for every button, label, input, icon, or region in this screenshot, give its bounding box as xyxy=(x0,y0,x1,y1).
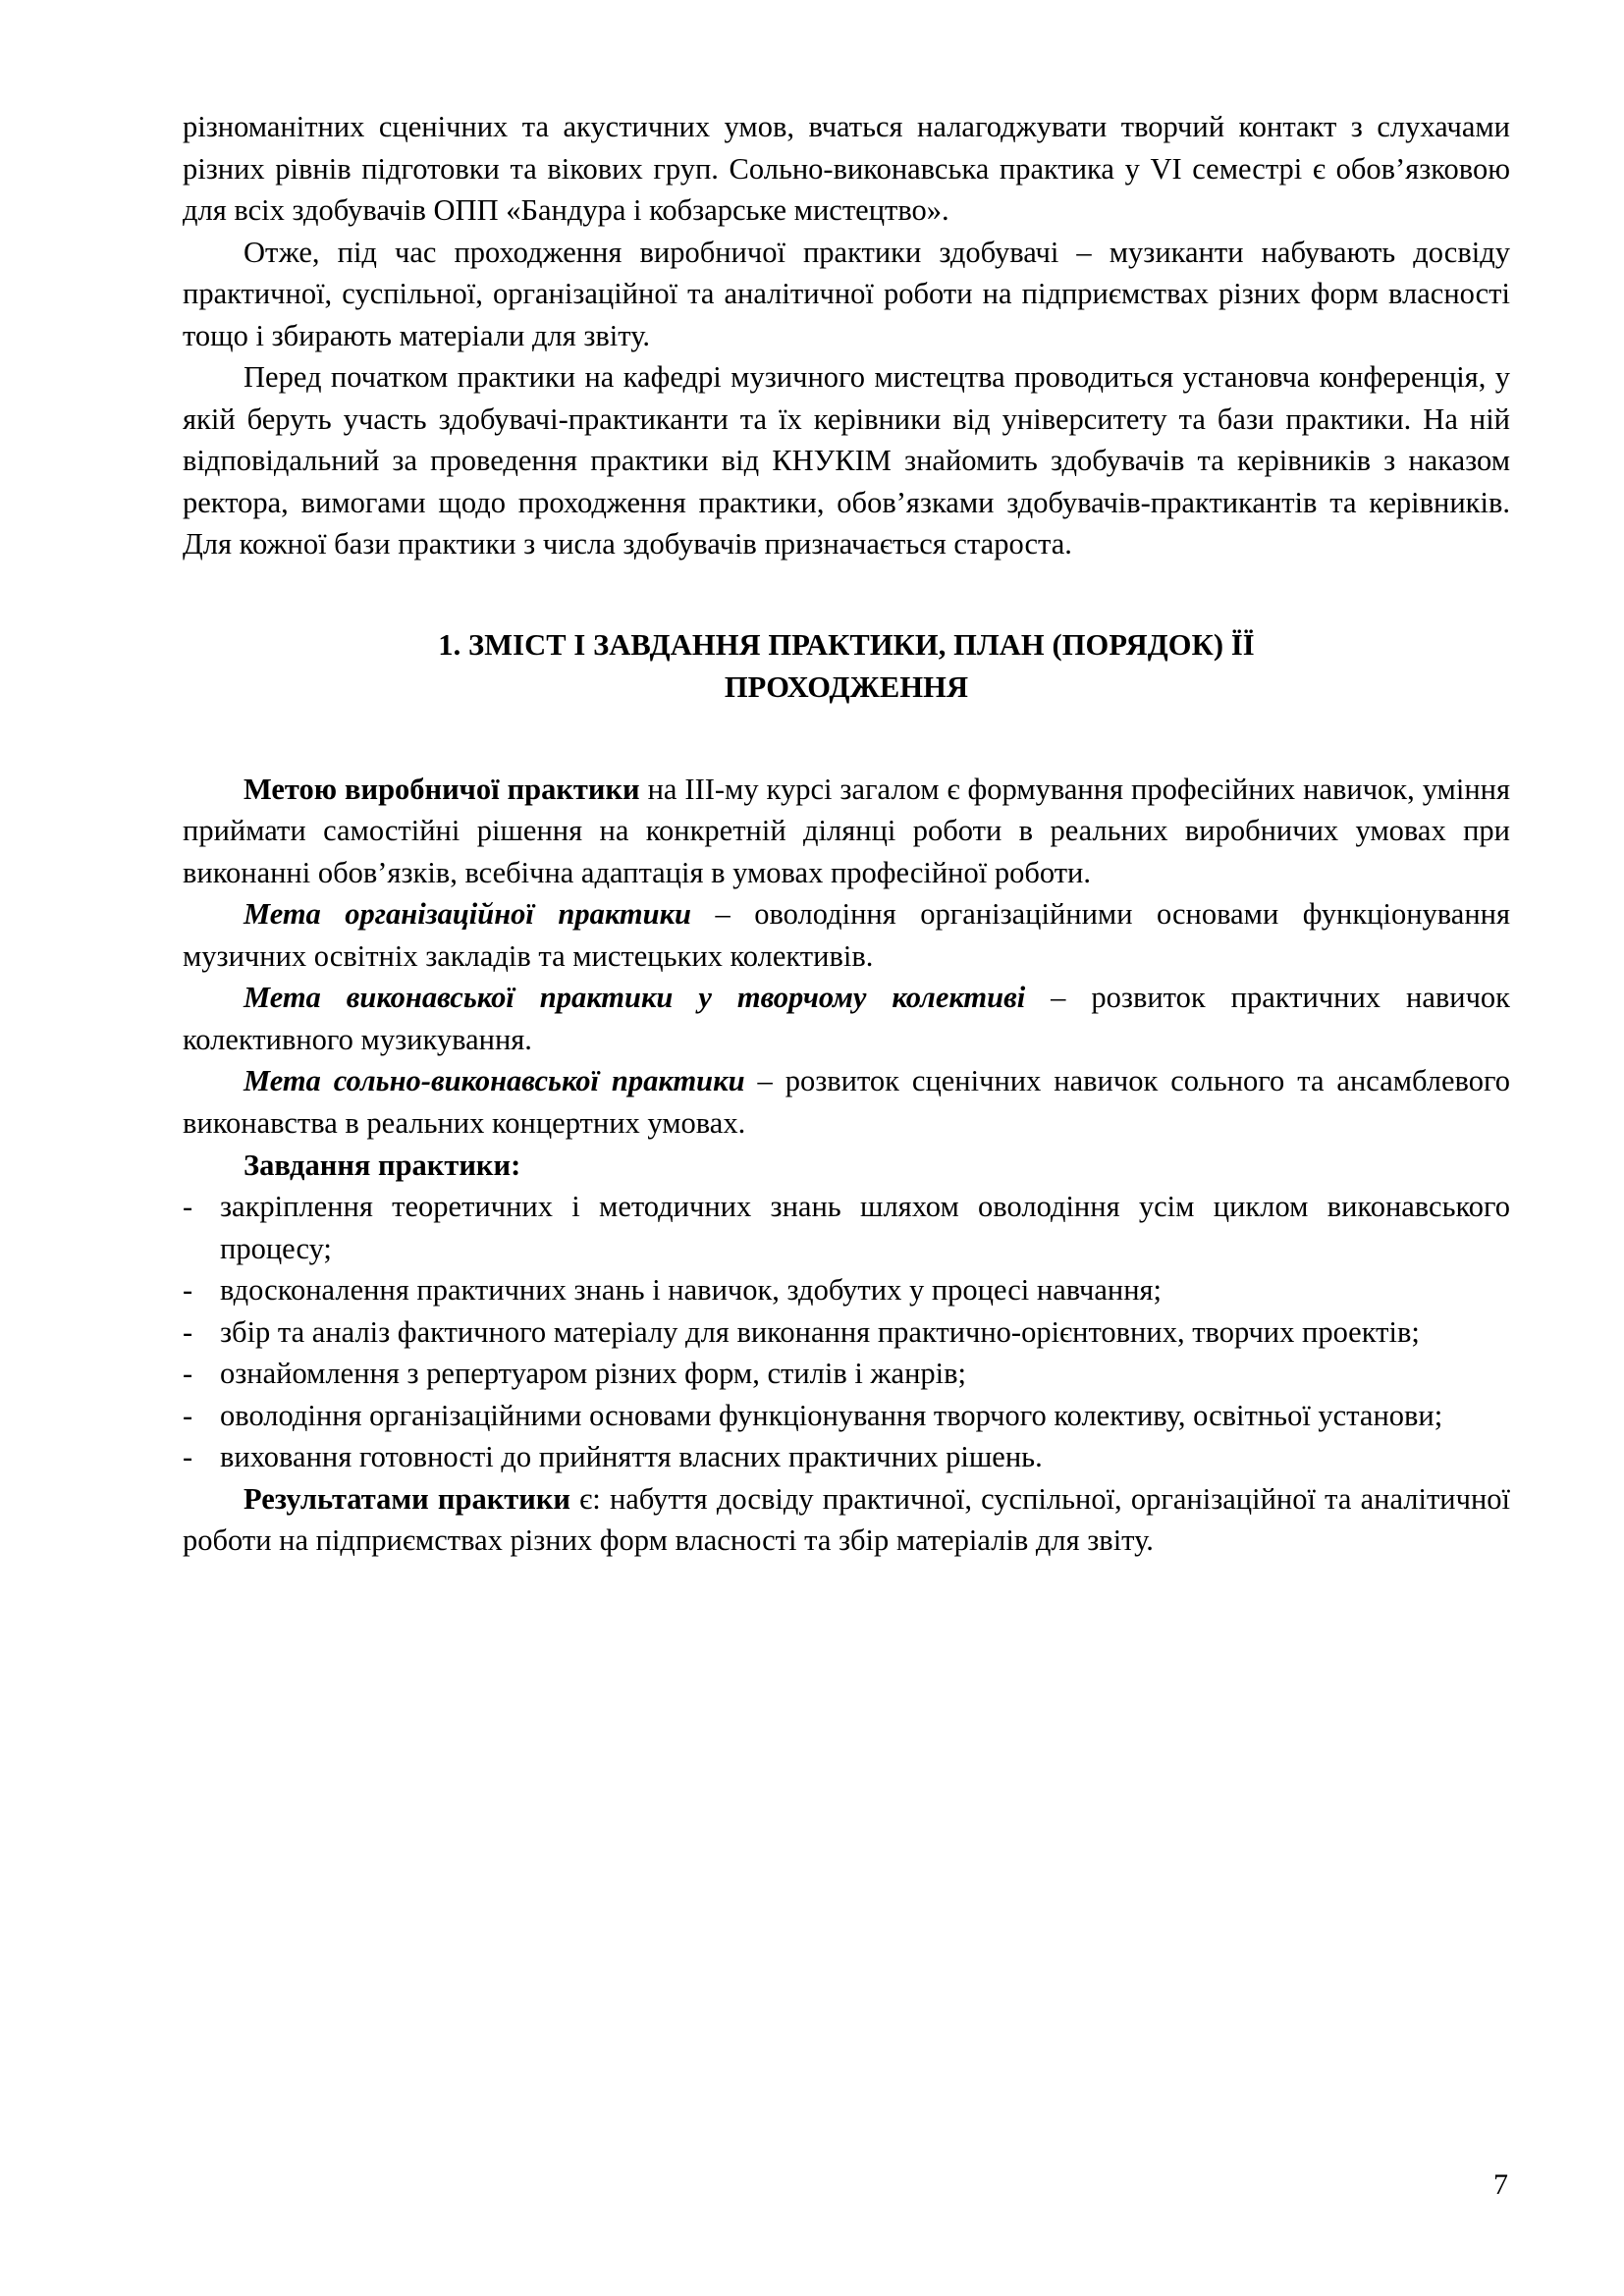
purpose-main-lead: Метою виробничої практики xyxy=(244,772,640,806)
list-item xyxy=(183,1353,1510,1395)
list-item-text: збір та аналіз фактичного матеріалу для виконання практично-орієнтовних, творчих проектів; xyxy=(220,1314,1420,1349)
paragraph-continuation: різноманітних сценічних та акустичних умов, вчаться налагоджувати творчий контакт з слухачами різних рівнів підготовки та вікових груп. Сольно-виконавська практика у VI семестрі є обов’язковою для всіх здобувачів ОПП «Бандура і кобзарське мистецтво». xyxy=(183,110,1510,228)
results-rest: є: набуття досвіду практичної, суспільної, організаційної та аналітичної роботи на підприємствах різних форм власності та збір матеріалів для звіту. xyxy=(183,1481,1510,1558)
purpose-main-rest: на ІІІ-му курсі загалом є формування професійних навичок, уміння приймати самостійні рішення на конкретній ділянці роботи в реальних виробничих умовах при виконанні обов’язків, всебічна адаптація в умовах професійної роботи. xyxy=(183,772,1510,889)
paragraph-pered-pochatkom: Перед початком практики на кафедрі музичного мистецтва проводиться установча конференція, у якій беруть участь здобувачі-практиканти та їх керівники від університету та бази практики. На ній відповідальний за проведення практики від КНУКІМ знайомить здобувачів та керівників з наказом ректора, вимогами щодо проходження практики, обов’язками здобувачів-практикантів та керівників. Для кожної бази практики з числа здобувачів призначається староста. xyxy=(183,360,1510,561)
paragraph-otzhe: Отже, під час проходження виробничої практики здобувачі – музиканти набувають досвіду практичної, суспільної, організаційної та аналітичної роботи на підприємствах різних форм власності тощо і збирають матеріали для звіту. xyxy=(183,235,1510,352)
purpose-org-lead: Мета організаційної практики xyxy=(244,897,691,932)
list-marker: - xyxy=(183,1314,193,1349)
section-heading-line-1: 1. ЗМІСТ І ЗАВДАННЯ ПРАКТИКИ, ПЛАН (ПОРЯДОК) ЇЇ xyxy=(438,628,1255,663)
list-item xyxy=(183,1436,1510,1478)
results-lead: Результатами практики xyxy=(244,1481,570,1516)
list-marker: - xyxy=(183,1357,193,1391)
list-item xyxy=(183,1311,1510,1354)
list-item-text: оволодіння організаційними основами функціонування творчого колективу, освітньої установи; xyxy=(220,1398,1443,1432)
section-heading xyxy=(183,624,1510,710)
purpose-solo-lead: Мета сольно-виконавської практики xyxy=(244,1064,745,1098)
list-item-text: ознайомлення з репертуаром різних форм, стилів і жанрів; xyxy=(220,1357,967,1391)
paragraph-results xyxy=(183,1478,1510,1562)
list-marker: - xyxy=(183,1398,193,1432)
tasks-title xyxy=(183,1145,1510,1187)
list-item-text: виховання готовності до прийняття власних практичних рішень. xyxy=(220,1440,1043,1474)
list-item xyxy=(183,1186,1510,1269)
tasks-title-text: Завдання практики: xyxy=(244,1148,521,1182)
heading-spacer-top xyxy=(183,565,1510,624)
purpose-org-rest: – оволодіння організаційними основами функціонування музичних освітніх закладів та мистецьких колективів. xyxy=(183,897,1510,973)
list-item-text: закріплення теоретичних і методичних знань шляхом оволодіння усім циклом виконавського процесу; xyxy=(220,1190,1510,1265)
list-item xyxy=(183,1269,1510,1311)
list-item xyxy=(183,1395,1510,1437)
list-item-text: вдосконалення практичних знань і навичок, здобутих у процесі навчання; xyxy=(220,1273,1163,1308)
heading-spacer-bottom xyxy=(183,710,1510,769)
paragraph-purpose-solo xyxy=(183,1060,1510,1144)
purpose-collective-rest: – розвиток практичних навичок колективного музикування. xyxy=(183,981,1510,1056)
list-marker: - xyxy=(183,1273,193,1308)
purpose-solo-rest: – розвиток сценічних навичок сольного та ансамблевого виконавства в реальних концертних умовах. xyxy=(183,1064,1510,1140)
paragraph-purpose-main xyxy=(183,769,1510,894)
paragraph-purpose-collective xyxy=(183,977,1510,1060)
list-marker: - xyxy=(183,1190,193,1224)
paragraph-purpose-organizational xyxy=(183,893,1510,977)
tasks-list xyxy=(183,1186,1510,1478)
section-heading-line-2: ПРОХОДЖЕННЯ xyxy=(724,670,969,705)
purpose-collective-lead: Мета виконавської практики у творчому колективі xyxy=(244,981,1026,1015)
list-marker: - xyxy=(183,1440,193,1474)
page-number: 7 xyxy=(1493,2168,1508,2201)
